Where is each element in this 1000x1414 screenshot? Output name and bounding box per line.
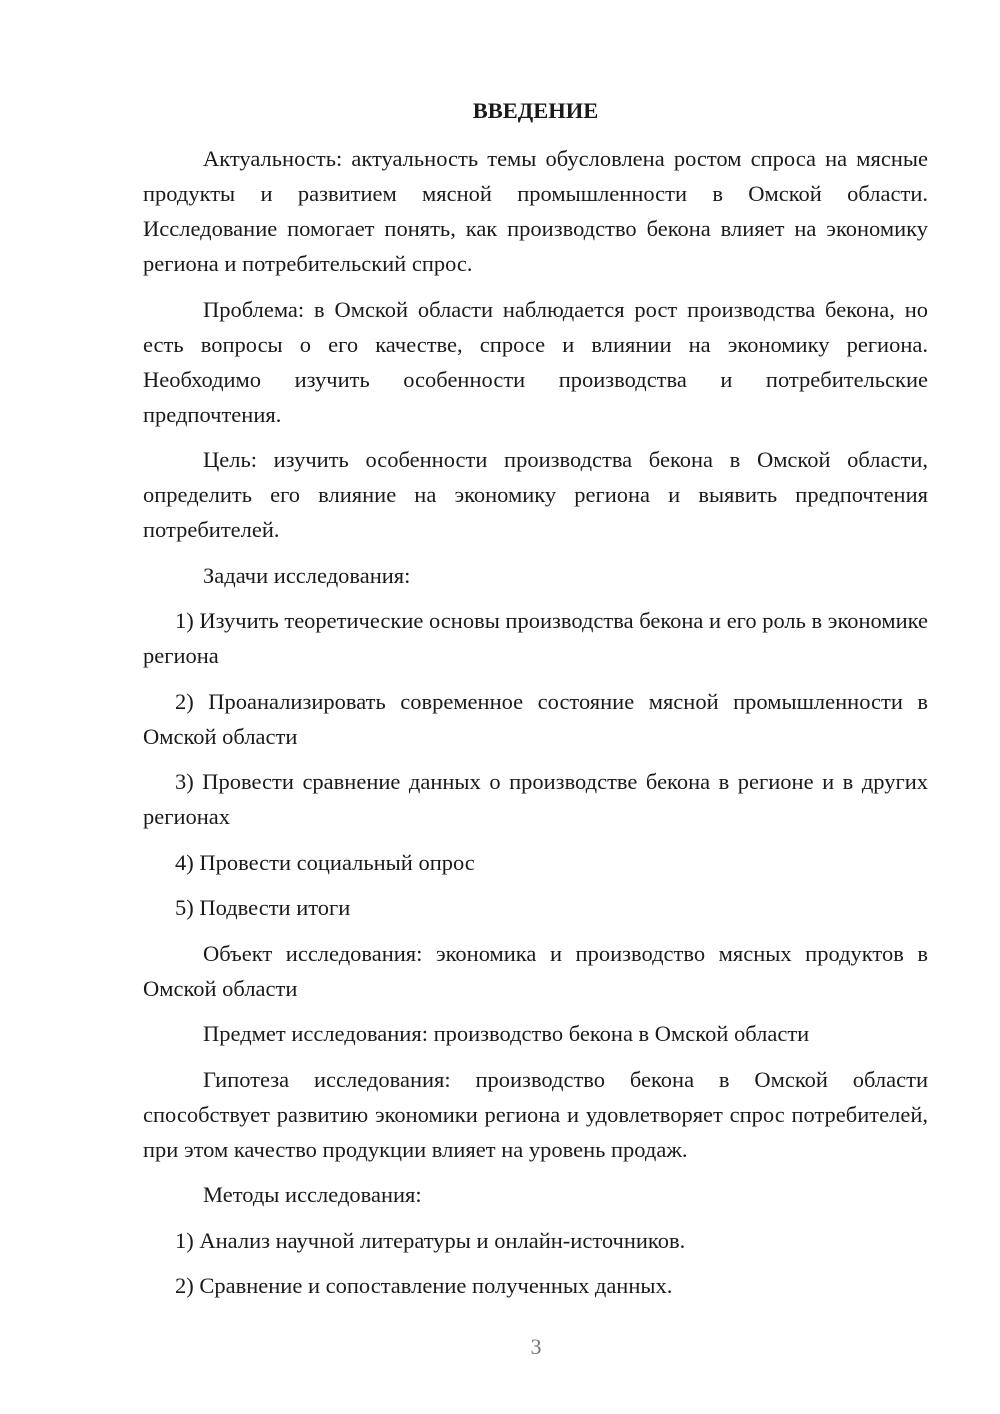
paragraph-goal: Цель: изучить особенности производства бекона в Омской области, определить его влияние на экономику региона и выявить предпочтения потребителей.	[143, 447, 928, 542]
page-title: ВВЕДЕНИЕ	[472, 98, 599, 123]
list-item-task-5: 5) Подвести итоги	[175, 895, 351, 920]
list-item-task-2: 2) Проанализировать современное состояние мясной промышленности в Омской области	[143, 688, 928, 749]
page-number: 3	[530, 1334, 542, 1359]
list-item-method-2: 2) Сравнение и сопоставление полученных данных.	[175, 1273, 673, 1298]
list-item-method-1: 1) Анализ научной литературы и онлайн-источников.	[175, 1227, 686, 1253]
paragraph-hypothesis: Гипотеза исследования: производство бекона в Омской области способствует развитию экономики региона и удовлетворяет спрос потребителей, при этом качество продукции влияет на уровень продаж.	[143, 1066, 928, 1162]
paragraph-subject: Предмет исследования: производство бекона в Омской области	[203, 1021, 810, 1046]
paragraph-methods-heading: Методы исследования:	[203, 1182, 422, 1207]
paragraph-problem: Проблема: в Омской области наблюдается рост производства бекона, но есть вопросы о его качестве, спросе и влиянии на экономику региона. Необходимо изучить особенности производства и потребительские предпочтения.	[143, 296, 928, 427]
list-item-task-1: 1) Изучить теоретические основы производства бекона и его роль в экономике региона	[143, 608, 928, 668]
paragraph-relevance: Актуальность: актуальность темы обусловлена ростом спроса на мясные продукты и развитием мясной промышленности в Омской области. Исследование помогает понять, как производство бекона влияет на экономику региона и потребительский спрос.	[143, 146, 928, 276]
list-item-task-4: 4) Провести социальный опрос	[175, 849, 475, 875]
paragraph-tasks-heading: Задачи исследования:	[203, 562, 411, 588]
document-body	[143, 141, 928, 1314]
paragraph-object: Объект исследования: экономика и производство мясных продуктов в Омской области	[143, 940, 928, 1001]
list-item-task-3: 3) Провести сравнение данных о производстве бекона в регионе и в других регионах	[143, 769, 928, 829]
